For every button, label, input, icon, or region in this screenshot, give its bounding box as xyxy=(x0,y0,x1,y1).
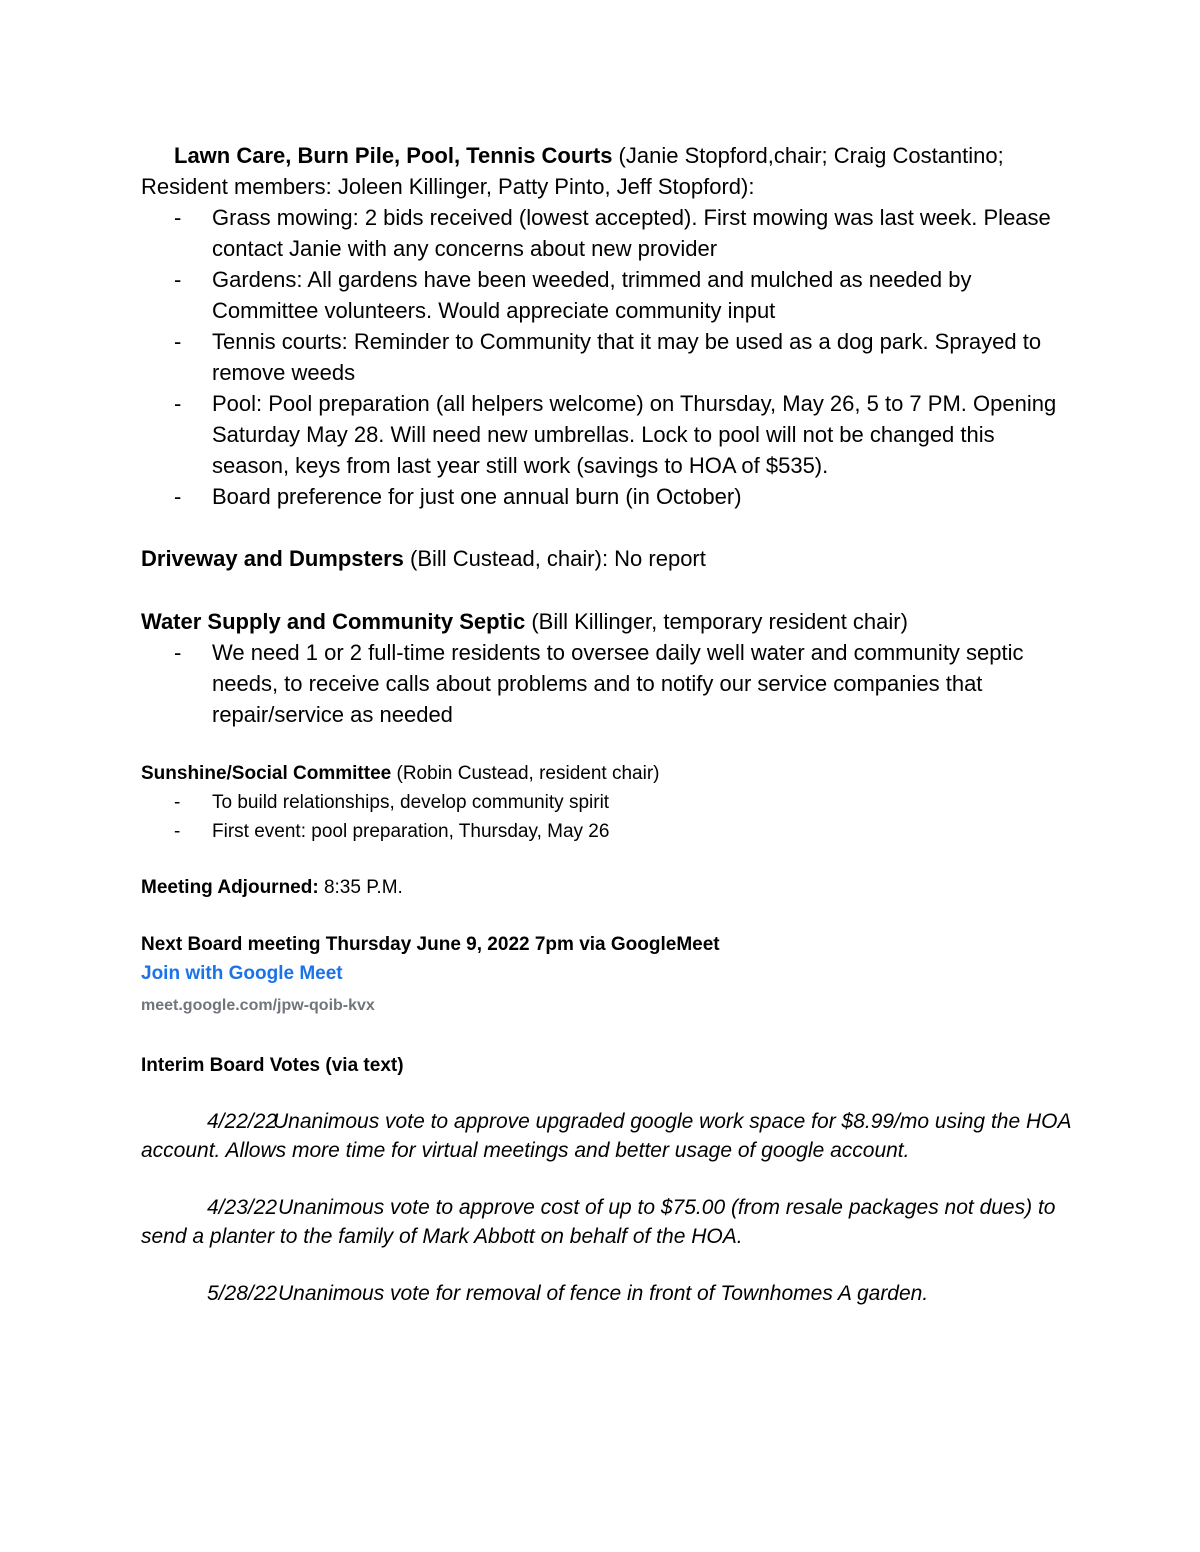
water-heading: Water Supply and Community Septic xyxy=(141,609,526,634)
interim-heading: Interim Board Votes (via text) xyxy=(141,1055,404,1076)
vote-text: Unanimous vote to approve upgraded google work space for $8.99/mo using the HOA account. Allows more time for virtual meetings and better usage of google account. xyxy=(141,1110,1071,1162)
water-text: (Bill Killinger, temporary resident chair) xyxy=(525,609,908,634)
lawn-section-intro xyxy=(141,140,1071,202)
vote-date: 4/23/22 xyxy=(207,1196,278,1219)
water-section xyxy=(141,606,1071,637)
vote-text: Unanimous vote to approve cost of up to $75.00 (from resale packages not dues) to send a planter to the family of Mark Abbott on behalf of the HOA. xyxy=(141,1196,1056,1248)
driveway-section xyxy=(141,543,1071,574)
sunshine-text: (Robin Custead, resident chair) xyxy=(391,763,660,784)
vote-entry xyxy=(141,1279,1071,1308)
vote-date: 4/22/22 xyxy=(207,1110,278,1133)
adjourned-time: 8:35 P.M. xyxy=(318,877,403,898)
dash-bullet: - xyxy=(174,205,182,230)
dash-bullet: - xyxy=(174,821,181,842)
next-meeting-title: Next Board meeting Thursday June 9, 2022 7pm via GoogleMeet xyxy=(141,934,720,955)
document-page xyxy=(141,140,1071,1308)
lawn-list xyxy=(141,202,1071,512)
list-item: - Board preference for just one annual burn (in October) xyxy=(141,481,1071,512)
vote-entry xyxy=(141,1107,1071,1165)
list-item: - Tennis courts: Reminder to Community that it may be used as a dog park. Sprayed to remove weeds xyxy=(141,326,1071,388)
vote-text: Unanimous vote for removal of fence in front of Townhomes A garden. xyxy=(278,1282,929,1305)
vote-date: 5/28/22 xyxy=(207,1282,278,1305)
dash-bullet: - xyxy=(174,391,182,416)
vote-entry xyxy=(141,1193,1071,1251)
lawn-heading: Lawn Care, Burn Pile, Pool, Tennis Courts xyxy=(174,143,613,168)
list-item: - First event: pool preparation, Thursday, May 26 xyxy=(141,817,1071,846)
lawn-members: (Janie Stopford,chair; Craig Costantino; Resident members: Joleen Killinger, Patty Pinto, Jeff Stopford): xyxy=(141,143,1004,199)
meet-url[interactable]: meet.google.com/jpw-qoib-kvx xyxy=(141,997,375,1014)
dash-bullet: - xyxy=(174,329,182,354)
sunshine-list xyxy=(141,788,1071,846)
dash-bullet: - xyxy=(174,640,182,665)
adjourned-label: Meeting Adjourned: xyxy=(141,877,319,898)
list-item: - Grass mowing: 2 bids received (lowest accepted). First mowing was last week. Please contact Janie with any concerns about new provider xyxy=(141,202,1071,264)
dash-bullet: - xyxy=(174,267,182,292)
adjourned-line xyxy=(141,873,1071,902)
list-item: - Pool: Pool preparation (all helpers welcome) on Thursday, May 26, 5 to 7 PM. Opening Saturday May 28. Will need new umbrellas. Lock to pool will not be changed this season, keys from last year still work (savings to HOA of $535). xyxy=(141,388,1071,481)
water-list xyxy=(141,637,1071,730)
driveway-text: (Bill Custead, chair): No report xyxy=(403,546,706,571)
dash-bullet: - xyxy=(174,792,181,813)
google-meet-link[interactable]: Join with Google Meet xyxy=(141,963,343,984)
list-item: - Gardens: All gardens have been weeded, trimmed and mulched as needed by Committee volunteers. Would appreciate community input xyxy=(141,264,1071,326)
sunshine-section xyxy=(141,759,1071,788)
sunshine-heading: Sunshine/Social Committee xyxy=(141,763,392,784)
list-item: - To build relationships, develop community spirit xyxy=(141,788,1071,817)
driveway-heading: Driveway and Dumpsters xyxy=(141,546,404,571)
dash-bullet: - xyxy=(174,484,182,509)
list-item: - We need 1 or 2 full-time residents to oversee daily well water and community septic needs, to receive calls about problems and to notify our service companies that repair/service as needed xyxy=(141,637,1071,730)
